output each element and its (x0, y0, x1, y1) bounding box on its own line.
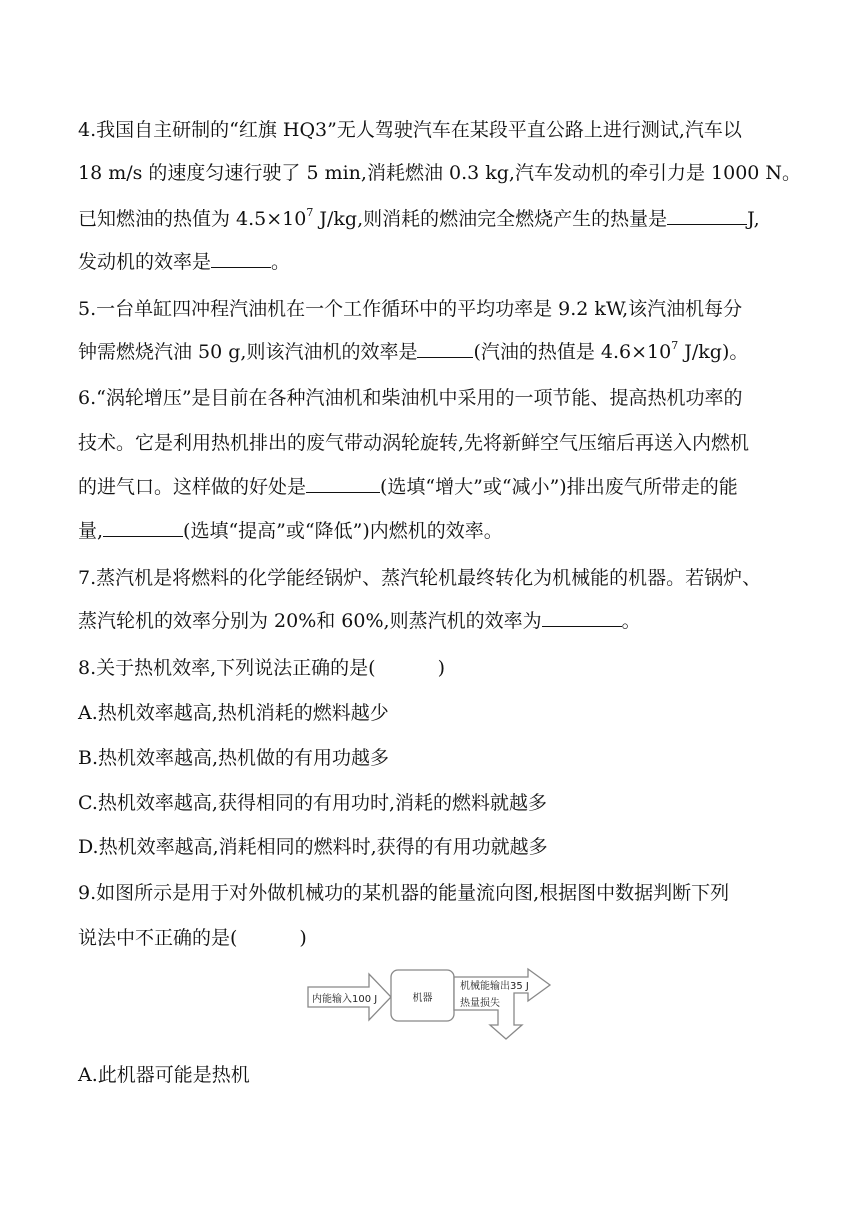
q5-exponent: 7 (671, 338, 679, 352)
q8-option-b: B.热机效率越高,热机做的有用功越多 (78, 747, 390, 769)
q5-line-1: 5.一台单缸四冲程汽油机在一个工作循环中的平均功率是 9.2 kW,该汽油机每分 (78, 298, 743, 320)
energy-flow-diagram (305, 965, 555, 1043)
q4-blank-heat[interactable] (667, 206, 747, 225)
q9-option-a: A.此机器可能是热机 (78, 1064, 250, 1086)
q5-line-2-text-a: 钟需燃烧汽油 50 g,则该汽油机的效率是 (78, 341, 418, 363)
q7-line-2-text-b: 。 (621, 610, 641, 632)
q6-line-4-text-a: 量, (78, 520, 104, 542)
q4-line-4-text-b: 。 (271, 251, 291, 273)
q7-line-2-text-a: 蒸汽轮机的效率分别为 20%和 60%,则蒸汽机的效率为 (78, 610, 542, 632)
q6-blank-1[interactable] (306, 474, 380, 493)
q7-blank-efficiency[interactable] (542, 608, 622, 627)
q5-line-2-text-c: J/kg)。 (678, 341, 749, 363)
q4-line-3-text-a: 已知燃油的热值为 4.5×10 (78, 208, 307, 230)
q9-line-2 (78, 925, 307, 951)
q6-line-3-text-b: (选填“增大”或“减小”)排出废气所带走的能 (380, 476, 738, 498)
q4-line-3-text-c: J, (747, 208, 760, 230)
q4-line-3 (78, 206, 760, 232)
q4-line-2: 18 m/s 的速度匀速行驶了 5 min,消耗燃油 0.3 kg,汽车发动机的牵引力是 1000 N。 (78, 162, 802, 184)
machine-label: 机器 (412, 993, 433, 1004)
q8-option-a: A.热机效率越高,热机消耗的燃料越少 (78, 702, 389, 724)
q6-line-3 (78, 474, 738, 500)
input-label: 内能输入100 J (312, 994, 378, 1005)
q8-option-c: C.热机效率越高,获得相同的有用功时,消耗的燃料就越多 (78, 792, 547, 814)
q4-exponent: 7 (306, 205, 314, 219)
q7-line-1: 7.蒸汽机是将燃料的化学能经锅炉、蒸汽轮机最终转化为机械能的机器。若锅炉、 (78, 567, 762, 589)
q8-option-d: D.热机效率越高,消耗相同的燃料时,获得的有用功就越多 (78, 836, 548, 858)
q5-blank-efficiency[interactable] (417, 339, 473, 358)
q7-line-2 (78, 608, 641, 634)
q9-line-2-close: ) (299, 927, 307, 949)
q6-line-2: 技术。它是利用热机排出的废气带动涡轮旋转,先将新鲜空气压缩后再送入内燃机 (78, 432, 750, 454)
q8-stem (78, 655, 445, 681)
q9-line-2-text: 说法中不正确的是( (78, 927, 238, 949)
q6-blank-2[interactable] (103, 518, 183, 537)
loss-label: 热量损失 (460, 998, 500, 1009)
output-label: 机械能输出35 J (460, 981, 529, 992)
q4-line-4 (78, 249, 290, 275)
q4-line-1: 4.我国自主研制的“红旗 HQ3”无人驾驶汽车在某段平直公路上进行测试,汽车以 (78, 119, 742, 141)
q4-line-4-text-a: 发动机的效率是 (78, 251, 212, 273)
q6-line-1: 6.“涡轮增压”是目前在各种汽油机和柴油机中采用的一项节能、提高热机功率的 (78, 387, 743, 409)
q4-blank-efficiency[interactable] (211, 249, 271, 268)
q4-line-3-text-b: J/kg,则消耗的燃油完全燃烧产生的热量是 (313, 208, 668, 230)
q5-line-2 (78, 339, 748, 365)
q6-line-4-text-b: (选填“提高”或“降低”)内燃机的效率。 (183, 520, 503, 542)
q6-line-3-text-a: 的进气口。这样做的好处是 (78, 476, 307, 498)
q8-stem-close: ) (437, 657, 446, 679)
q9-line-1: 9.如图所示是用于对外做机械功的某机器的能量流向图,根据图中数据判断下列 (78, 882, 730, 904)
q8-stem-text: 8.关于热机效率,下列说法正确的是( (78, 657, 376, 679)
q5-line-2-text-b: (汽油的热值是 4.6×10 (473, 341, 672, 363)
q6-line-4 (78, 518, 503, 544)
